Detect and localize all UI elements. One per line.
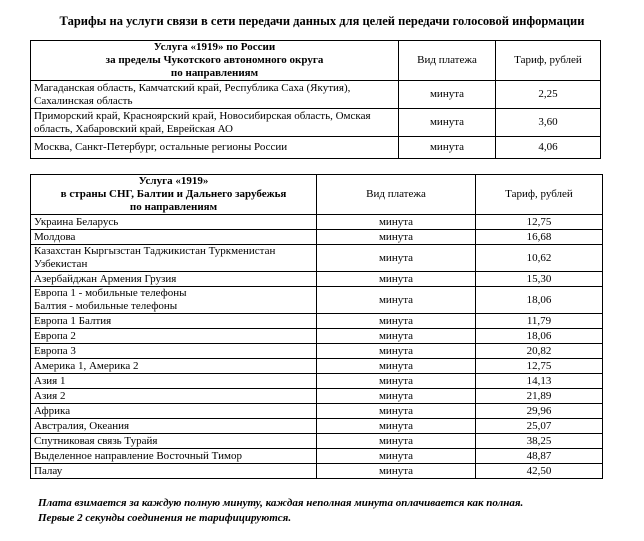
table-row [31, 374, 603, 389]
note-free-seconds: Первые 2 секунды соединения не тарифицируются. [38, 512, 292, 524]
service-header-line: Услуга «1919» по России [153, 41, 276, 53]
tariff-cell: 16,68 [476, 230, 603, 245]
tariff-cell: 2,25 [496, 81, 601, 109]
unit-cell: минута [317, 389, 476, 404]
unit-cell: минута [317, 434, 476, 449]
direction-cell: Европа 1 - мобильные телефоны Балтия - мобильные телефоны [31, 287, 317, 314]
direction-cell: Америка 1, Америка 2 [31, 359, 317, 374]
table-row [31, 344, 603, 359]
service-header-line: по направлениям [129, 201, 218, 213]
table-row [31, 272, 603, 287]
direction-cell: Палау [31, 464, 317, 479]
direction-cell: Азия 1 [31, 374, 317, 389]
direction-cell: Молдова [31, 230, 317, 245]
tariff-cell: 21,89 [476, 389, 603, 404]
table-header-row [31, 175, 603, 215]
unit-cell: минута [317, 464, 476, 479]
direction-cell: Азербайджан Армения Грузия [31, 272, 317, 287]
note-billing: Плата взимается за каждую полную минуту, каждая неполная минута оплачивается как полная. [38, 497, 524, 509]
table-row [31, 434, 603, 449]
tariff-cell: 38,25 [476, 434, 603, 449]
international-tariff-table [30, 174, 603, 479]
table-row [31, 230, 603, 245]
tariff-cell: 25,07 [476, 419, 603, 434]
direction-cell: Австралия, Океания [31, 419, 317, 434]
unit-cell: минута [399, 137, 496, 159]
direction-cell: Спутниковая связь Турайя [31, 434, 317, 449]
service-header-line: Услуга «1919» [138, 175, 209, 187]
unit-cell: минута [317, 374, 476, 389]
direction-cell: Европа 2 [31, 329, 317, 344]
service-header [31, 175, 317, 215]
tariff-cell: 10,62 [476, 245, 603, 272]
table-row [31, 215, 603, 230]
unit-cell: минута [317, 344, 476, 359]
unit-cell: минута [317, 449, 476, 464]
unit-cell: минута [317, 359, 476, 374]
unit-cell: минута [399, 81, 496, 109]
tariff-cell: 12,75 [476, 215, 603, 230]
tariff-cell: 3,60 [496, 109, 601, 137]
direction-cell: Москва, Санкт-Петербург, остальные регионы России [31, 137, 399, 159]
unit-cell: минута [317, 230, 476, 245]
unit-cell: минута [399, 109, 496, 137]
unit-cell: минута [317, 419, 476, 434]
tariff-cell: 14,13 [476, 374, 603, 389]
unit-cell: минута [317, 329, 476, 344]
service-header-line: за пределы Чукотского автономного округа [105, 54, 324, 66]
table-row [31, 287, 603, 314]
table-row [31, 389, 603, 404]
tariff-cell: 4,06 [496, 137, 601, 159]
table-row [31, 419, 603, 434]
unit-cell: минута [317, 287, 476, 314]
table-row [31, 245, 603, 272]
unit-cell: минута [317, 314, 476, 329]
unit-cell: минута [317, 272, 476, 287]
unit-cell: минута [317, 215, 476, 230]
payment-type-header: Вид платежа [317, 175, 476, 215]
table-row [31, 449, 603, 464]
direction-cell: Приморский край, Красноярский край, Новосибирская область, Омская область, Хабаровский край, Еврейская АО [31, 109, 399, 137]
service-header-line: по направлениям [170, 67, 259, 79]
direction-cell: Украина Беларусь [31, 215, 317, 230]
tariff-cell: 18,06 [476, 329, 603, 344]
tariff-cell: 11,79 [476, 314, 603, 329]
service-header-line: в страны СНГ, Балтии и Дальнего зарубежья [60, 188, 287, 200]
tariff-cell: 18,06 [476, 287, 603, 314]
table-row [31, 404, 603, 419]
table-row [31, 464, 603, 479]
direction-cell: Европа 1 Балтия [31, 314, 317, 329]
table-row [31, 329, 603, 344]
direction-cell: Магаданская область, Камчатский край, Республика Саха (Якутия), Сахалинская область [31, 81, 399, 109]
table-row [31, 137, 601, 159]
direction-cell: Европа 3 [31, 344, 317, 359]
table-row [31, 359, 603, 374]
direction-cell: Азия 2 [31, 389, 317, 404]
table-row [31, 109, 601, 137]
tariff-header: Тариф, рублей [496, 41, 601, 81]
tariff-cell: 15,30 [476, 272, 603, 287]
table-row [31, 81, 601, 109]
tariff-cell: 20,82 [476, 344, 603, 359]
unit-cell: минута [317, 245, 476, 272]
tariff-cell: 12,75 [476, 359, 603, 374]
direction-cell: Казахстан Кыргызстан Таджикистан Туркменистан Узбекистан [31, 245, 317, 272]
tariff-cell: 48,87 [476, 449, 603, 464]
table-row [31, 314, 603, 329]
unit-cell: минута [317, 404, 476, 419]
tariff-cell: 29,96 [476, 404, 603, 419]
direction-cell: Африка [31, 404, 317, 419]
tariff-cell: 42,50 [476, 464, 603, 479]
direction-cell: Выделенное направление Восточный Тимор [31, 449, 317, 464]
tariff-header: Тариф, рублей [476, 175, 603, 215]
table-header-row [31, 41, 601, 81]
payment-type-header: Вид платежа [399, 41, 496, 81]
russia-tariff-table [30, 40, 601, 159]
page-title: Тарифы на услуги связи в сети передачи данных для целей передачи голосовой информации [59, 14, 585, 28]
service-header [31, 41, 399, 81]
